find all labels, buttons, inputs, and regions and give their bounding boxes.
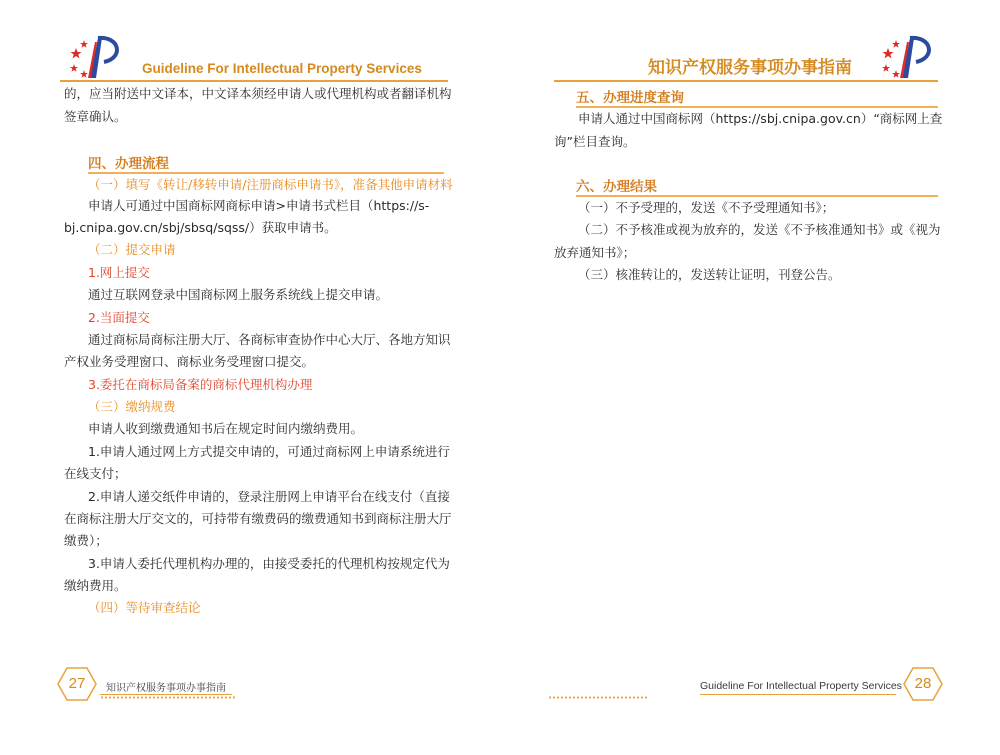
body-line: bj.cnipa.gov.cn/sbj/sbsq/sqss/）获取申请书。 (64, 220, 337, 235)
cnipa-logo-icon (68, 34, 124, 80)
body-line: 申请人可通过中国商标网商标申请>申请书式栏目（https://s- (88, 198, 430, 213)
right-page (500, 0, 1000, 755)
body-line: 缴费）； (64, 533, 108, 548)
item-title: 2.当面提交 (88, 310, 150, 325)
section-rule (88, 172, 444, 174)
page-number: 28 (914, 675, 932, 692)
body-line: 在商标注册大厅交文的，可持带有缴费码的缴费通知书到商标注册大厅 (64, 511, 452, 526)
header-rule (554, 80, 938, 82)
body-line: 申请人收到缴费通知书后在规定时间内缴纳费用。 (88, 421, 364, 436)
footer-dots (548, 696, 648, 699)
footer-title: Guideline For Intellectual Property Services (700, 680, 902, 692)
body-line: 产权业务受理窗口、商标业务受理窗口提交。 (64, 354, 315, 369)
body-line: 2.申请人递交纸件申请的，登录注册网上申请平台在线支付（直接 (88, 489, 450, 504)
body-line: 签章确认。 (64, 109, 127, 124)
item-title: 3.委托在商标局备案的商标代理机构办理 (88, 377, 313, 392)
subsection-title: （三）缴纳规费 (88, 399, 176, 414)
body-line: 通过商标局商标注册大厅、各商标审查协作中心大厅、各地方知识 (88, 332, 451, 347)
body-line: 的，应当附送中文译本，中文译本须经申请人或代理机构或者翻译机构 (64, 86, 452, 101)
subsection-title: （二）提交申请 (88, 242, 176, 257)
footer-rule (100, 694, 232, 695)
section-title: 五、办理进度查询 (576, 90, 684, 106)
body-line: 3.申请人委托代理机构办理的，由接受委托的代理机构按规定代为 (88, 556, 450, 571)
footer-dots (100, 696, 236, 699)
body-line: 询”栏目查询。 (554, 134, 636, 149)
body-line: 缴纳费用。 (64, 578, 127, 593)
body-line: （三）核准转让的，发送转让证明，刊登公告。 (578, 267, 841, 282)
body-line: 放弃通知书》； (554, 245, 636, 260)
section-title: 四、办理流程 (88, 156, 169, 172)
header-rule (60, 80, 448, 82)
footer-title: 知识产权服务事项办事指南 (106, 683, 226, 694)
body-line: 申请人通过中国商标网（https://sbj.cnipa.gov.cn）“商标网上查 (578, 111, 943, 126)
subsection-title: （四）等待审查结论 (88, 600, 201, 615)
body-line: 在线支付； (64, 466, 127, 481)
header-title: 知识产权服务事项办事指南 (648, 58, 852, 78)
page-number: 27 (68, 675, 86, 692)
item-title: 1.网上提交 (88, 265, 150, 280)
header-title: Guideline For Intellectual Property Services (142, 61, 422, 76)
body-line: 1.申请人通过网上方式提交申请的，可通过商标网上申请系统进行 (88, 444, 450, 459)
body-line: （一）不予受理的，发送《不予受理通知书》； (578, 200, 835, 215)
footer-rule (700, 694, 896, 695)
subsection-title: （一）填写《转让/移转申请/注册商标申请书》，准备其他申请材料 (88, 177, 453, 192)
body-line: 通过互联网登录中国商标网上服务系统线上提交申请。 (88, 287, 389, 302)
section-title: 六、办理结果 (576, 179, 657, 195)
cnipa-logo-icon (880, 34, 936, 80)
body-line: （二）不予核准或视为放弃的，发送《不予核准通知书》或《视为 (578, 222, 941, 237)
